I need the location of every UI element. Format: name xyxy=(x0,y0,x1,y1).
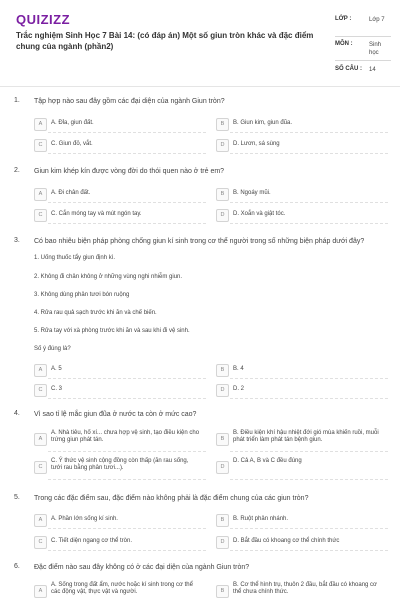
option-line xyxy=(48,528,206,529)
option-letter: A xyxy=(34,433,47,446)
option-line xyxy=(48,153,206,154)
option-line xyxy=(48,223,206,224)
option-text: C. Giun đỏ, vắt. xyxy=(51,141,93,147)
option-letter: B xyxy=(216,118,229,131)
option-line xyxy=(230,479,388,480)
option-letter: D xyxy=(216,536,229,549)
statement: 2. Không đi chân không ở những vùng nghi nhiễm giun. xyxy=(34,274,183,280)
option-c[interactable] xyxy=(34,209,206,223)
option-letter: A xyxy=(34,585,47,598)
option-letter: B xyxy=(216,364,229,377)
option-letter: B xyxy=(216,433,229,446)
option-text: B. Điều kiện khí hậu nhiệt đới gió mùa khiến ruồi, muỗi phát triển làm phát tán bệnh giun. xyxy=(233,430,379,443)
meta-count-label: SỐ CÂU : xyxy=(335,66,362,72)
option-letter: A xyxy=(34,118,47,131)
option-a[interactable] xyxy=(34,188,206,202)
question-text: Trong các đặc điểm sau, đặc điểm nào không phải là đặc điểm chung của các giun tròn? xyxy=(34,495,309,502)
statement: 5. Rửa tay với xà phòng trước khi ăn và sau khi đi vệ sinh. xyxy=(34,328,190,334)
option-text: D. Cả A, B và C đều đúng xyxy=(233,458,302,464)
option-letter: C xyxy=(34,384,47,397)
option-line xyxy=(230,153,388,154)
option-text: A. Nhà tiêu, hố xí... chưa hợp vệ sinh, tạo điều kiện cho trứng giun phát tán. xyxy=(51,430,200,443)
option-line xyxy=(230,528,388,529)
option-line xyxy=(48,479,206,480)
option-a[interactable] xyxy=(34,514,206,528)
option-letter: A xyxy=(34,364,47,377)
question-number: 2. xyxy=(14,167,20,174)
option-text: D. Lươn, sá sùng xyxy=(233,141,280,147)
option-line xyxy=(48,550,206,551)
option-letter: D xyxy=(216,384,229,397)
statement: 4. Rửa rau quả sạch trước khi ăn và chế biến. xyxy=(34,310,157,316)
question-text: Vì sao tỉ lệ mắc giun đũa ở nước ta còn ở mức cao? xyxy=(34,411,197,418)
option-text: D. Bắt đầu có khoang cơ thể chính thức xyxy=(233,538,340,544)
option-d[interactable] xyxy=(216,384,388,398)
option-text: C. Tiết diện ngang cơ thể tròn. xyxy=(51,538,132,544)
page-header xyxy=(0,0,400,86)
option-letter: B xyxy=(216,188,229,201)
option-letter: A xyxy=(34,514,47,527)
option-line xyxy=(230,223,388,224)
option-c[interactable] xyxy=(34,384,206,398)
option-line xyxy=(48,378,206,379)
option-text: C. 3 xyxy=(51,386,63,392)
option-line xyxy=(230,451,388,452)
option-text: B. Ngoáy mũi. xyxy=(233,190,271,196)
option-b[interactable] xyxy=(216,188,388,202)
option-line xyxy=(230,398,388,399)
meta-divider xyxy=(335,36,391,37)
quizizz-logo: QUIZIZZ xyxy=(16,12,71,27)
quiz-title: Trắc nghiệm Sinh Học 7 Bài 14: (có đáp án) Một số giun tròn khác và đặc điểm chung của ngành (phần2) xyxy=(16,31,314,51)
option-c[interactable] xyxy=(34,458,206,478)
option-text: B. Ruột phân nhánh. xyxy=(233,516,289,522)
option-letter: C xyxy=(34,209,47,222)
meta-subject-value: Sinh học xyxy=(369,42,382,56)
question-number: 1. xyxy=(14,97,20,104)
meta-divider xyxy=(335,60,391,61)
option-text: A. Đỉa, giun đất. xyxy=(51,120,94,126)
option-b[interactable] xyxy=(216,582,388,602)
option-line xyxy=(48,202,206,203)
option-line xyxy=(230,132,388,133)
meta-grade-value: Lớp 7 xyxy=(369,17,385,23)
option-text: D. Xoắn và giật tóc. xyxy=(233,211,286,217)
option-text: B. 4 xyxy=(233,366,244,372)
option-line xyxy=(230,202,388,203)
statement: 3. Không dùng phân tươi bón ruộng xyxy=(34,292,130,298)
option-a[interactable] xyxy=(34,582,206,602)
option-a[interactable] xyxy=(34,364,206,378)
option-a[interactable] xyxy=(34,118,206,132)
question-number: 6. xyxy=(14,563,20,570)
option-text: C. Cắn móng tay và mút ngón tay. xyxy=(51,211,142,217)
option-text: A. Phần lớn sống kí sinh. xyxy=(51,516,118,522)
option-text: B. Cơ thể hình trụ, thuôn 2 đầu, bắt đầu có khoang cơ thể chưa chính thức. xyxy=(233,582,377,595)
meta-subject-label: MÔN : xyxy=(335,41,353,47)
option-d[interactable] xyxy=(216,536,388,550)
question-number: 5. xyxy=(14,494,20,501)
option-b[interactable] xyxy=(216,430,388,450)
option-letter: D xyxy=(216,209,229,222)
option-letter: C xyxy=(34,536,47,549)
option-line xyxy=(48,132,206,133)
question-text: Tập hợp nào sau đây gồm các đại diện của ngành Giun tròn? xyxy=(34,98,225,105)
option-letter: A xyxy=(34,188,47,201)
option-letter: D xyxy=(216,461,229,474)
header-divider xyxy=(0,86,400,87)
option-a[interactable] xyxy=(34,430,206,450)
statement: Số ý đúng là? xyxy=(34,346,71,352)
option-b[interactable] xyxy=(216,514,388,528)
question-number: 4. xyxy=(14,410,20,417)
option-b[interactable] xyxy=(216,118,388,132)
option-text: A. Sống trong đất ẩm, nước hoặc kí sinh trong cơ thể các động vật, thực vật và người. xyxy=(51,582,193,595)
option-letter: D xyxy=(216,139,229,152)
option-letter: B xyxy=(216,514,229,527)
option-b[interactable] xyxy=(216,364,388,378)
option-line xyxy=(230,550,388,551)
option-c[interactable] xyxy=(34,139,206,153)
option-text: C. Ý thức vệ sinh cộng đồng còn thấp (ăn rau sống, tưới rau bằng phân tươi...). xyxy=(51,458,189,471)
option-c[interactable] xyxy=(34,536,206,550)
option-d[interactable] xyxy=(216,458,388,478)
question-text: Đặc điểm nào sau đây không có ở các đại diện của ngành Giun tròn? xyxy=(34,564,250,571)
option-line xyxy=(230,378,388,379)
question-text: Có bao nhiêu biện pháp phòng chống giun kí sinh trong cơ thể người trong số những biện pháp dưới đây? xyxy=(34,238,365,245)
option-d[interactable] xyxy=(216,209,388,223)
option-text: A. 5 xyxy=(51,366,62,372)
option-letter: C xyxy=(34,139,47,152)
option-text: D. 2 xyxy=(233,386,245,392)
option-letter: B xyxy=(216,585,229,598)
option-letter: C xyxy=(34,461,47,474)
option-line xyxy=(48,398,206,399)
question-text: Giun kim khép kín được vòng đời do thói quen nào ở trẻ em? xyxy=(34,168,225,175)
option-d[interactable] xyxy=(216,139,388,153)
meta-count-value: 14 xyxy=(369,67,376,73)
question-number: 3. xyxy=(14,237,20,244)
meta-grade-label: LỚP : xyxy=(335,16,352,22)
option-line xyxy=(48,451,206,452)
option-text: B. Giun kim, giun đũa. xyxy=(233,120,293,126)
option-text: A. Đi chân đất. xyxy=(51,190,91,196)
statement: 1. Uống thuốc tẩy giun định kì. xyxy=(34,255,116,261)
